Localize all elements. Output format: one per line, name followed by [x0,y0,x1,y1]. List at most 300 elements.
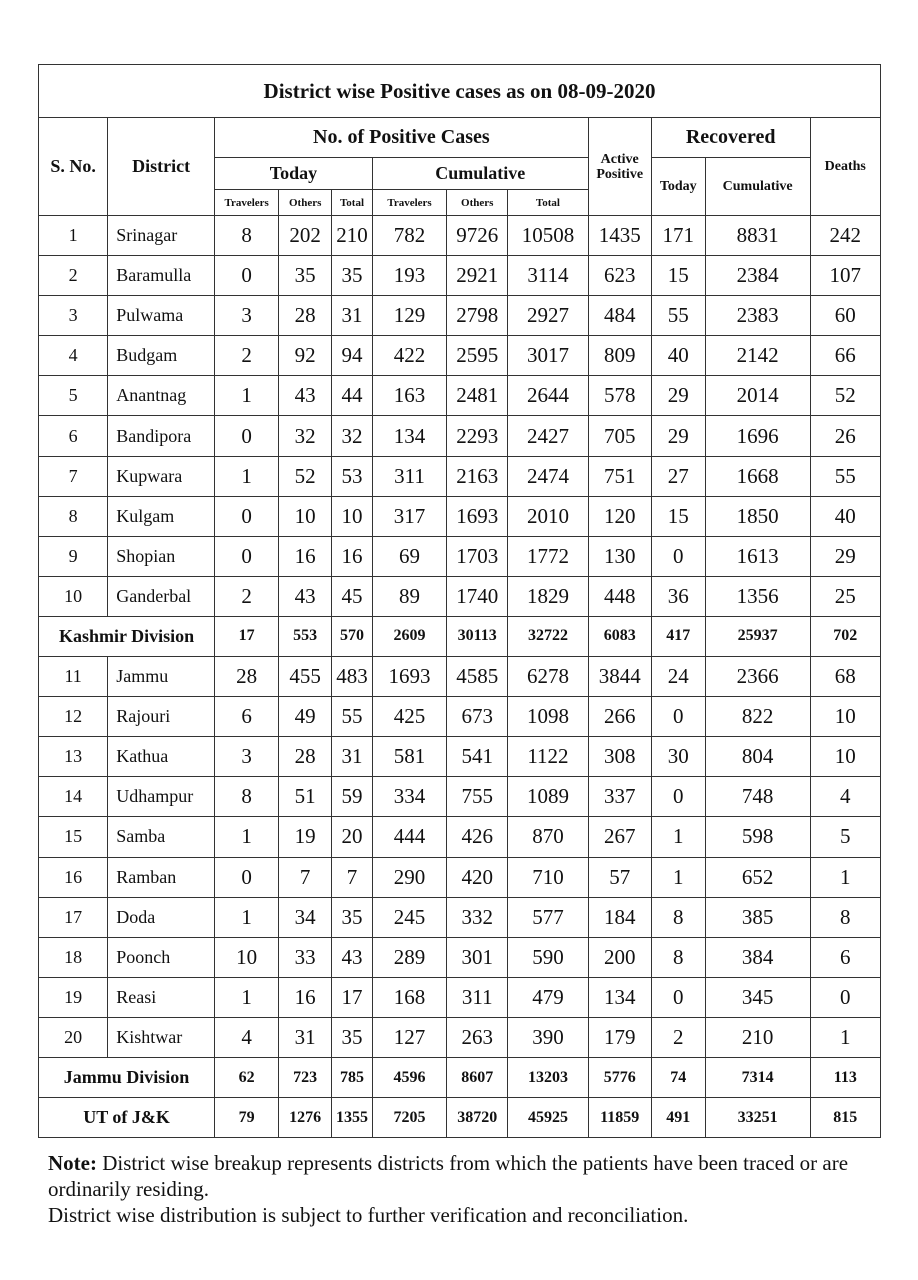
recovered-today-cell: 171 [651,216,705,256]
recovered-cumulative-cell: 385 [705,897,810,937]
recovered-today-cell: 417 [651,616,705,656]
recovered-cumulative-cell: 1613 [705,536,810,576]
table-row [39,496,881,536]
recovered-cumulative-cell: 1696 [705,416,810,456]
deaths-cell: 6 [810,937,880,977]
today-others-cell: 28 [279,296,332,336]
district-name-cell: Srinagar [108,216,215,256]
cumulative-total-cell: 1772 [508,536,588,576]
recovered-today-cell: 0 [651,977,705,1017]
cumulative-travelers-cell: 168 [372,977,446,1017]
cumulative-total-cell: 390 [508,1017,588,1057]
recovered-today-cell: 0 [651,777,705,817]
cumulative-total-cell: 479 [508,977,588,1017]
deaths-cell: 113 [810,1057,880,1097]
today-travelers-cell: 0 [215,857,279,897]
recovered-today-cell: 15 [651,256,705,296]
active-positive-cell: 484 [588,296,651,336]
deaths-cell: 107 [810,256,880,296]
district-name-cell: Ganderbal [108,576,215,616]
header-cumulative: Cumulative [372,158,588,190]
serial-number-cell: 18 [39,937,108,977]
today-total-cell: 94 [332,336,373,376]
today-total-cell: 1355 [332,1098,373,1138]
cumulative-others-cell: 263 [447,1017,508,1057]
today-travelers-cell: 1 [215,376,279,416]
today-others-cell: 32 [279,416,332,456]
footnote-line-1 [48,1150,888,1202]
today-travelers-cell: 8 [215,777,279,817]
cumulative-others-cell: 426 [447,817,508,857]
recovered-cumulative-cell: 345 [705,977,810,1017]
today-total-cell: 483 [332,657,373,697]
table-row [39,536,881,576]
recovered-today-cell: 30 [651,737,705,777]
today-total-cell: 785 [332,1057,373,1097]
deaths-cell: 0 [810,977,880,1017]
serial-number-cell: 10 [39,576,108,616]
today-others-cell: 28 [279,737,332,777]
table-row [39,416,881,456]
cumulative-others-cell: 8607 [447,1057,508,1097]
serial-number-cell: 19 [39,977,108,1017]
header-active-positive: Active Positive [588,118,651,216]
active-positive-cell: 337 [588,777,651,817]
district-name-cell: Shopian [108,536,215,576]
cumulative-travelers-cell: 1693 [372,657,446,697]
recovered-cumulative-cell: 804 [705,737,810,777]
cumulative-total-cell: 10508 [508,216,588,256]
recovered-cumulative-cell: 7314 [705,1057,810,1097]
today-travelers-cell: 1 [215,897,279,937]
serial-number-cell: 14 [39,777,108,817]
recovered-today-cell: 0 [651,697,705,737]
recovered-today-cell: 24 [651,657,705,697]
table-row [39,857,881,897]
deaths-cell: 702 [810,616,880,656]
cumulative-others-cell: 2293 [447,416,508,456]
cumulative-others-cell: 2595 [447,336,508,376]
recovered-today-cell: 36 [651,576,705,616]
today-travelers-cell: 2 [215,576,279,616]
cumulative-total-cell: 710 [508,857,588,897]
today-others-cell: 35 [279,256,332,296]
deaths-cell: 60 [810,296,880,336]
table-row [39,817,881,857]
today-others-cell: 10 [279,496,332,536]
serial-number-cell: 11 [39,657,108,697]
district-name-cell: Samba [108,817,215,857]
active-positive-cell: 266 [588,697,651,737]
today-travelers-cell: 3 [215,296,279,336]
header-row-1 [39,118,881,158]
table-row [39,216,881,256]
recovered-cumulative-cell: 822 [705,697,810,737]
serial-number-cell: 8 [39,496,108,536]
deaths-cell: 25 [810,576,880,616]
table-row [39,897,881,937]
table-row [39,1017,881,1057]
today-total-cell: 31 [332,737,373,777]
cumulative-travelers-cell: 311 [372,456,446,496]
today-total-cell: 16 [332,536,373,576]
cumulative-travelers-cell: 581 [372,737,446,777]
recovered-cumulative-cell: 25937 [705,616,810,656]
today-total-cell: 35 [332,1017,373,1057]
serial-number-cell: 4 [39,336,108,376]
active-positive-cell: 200 [588,937,651,977]
jammu-division-total-row-label: Jammu Division [39,1057,215,1097]
cumulative-travelers-cell: 290 [372,857,446,897]
deaths-cell: 40 [810,496,880,536]
today-total-cell: 44 [332,376,373,416]
recovered-today-cell: 55 [651,296,705,336]
today-total-cell: 35 [332,256,373,296]
recovered-today-cell: 27 [651,456,705,496]
cumulative-total-cell: 6278 [508,657,588,697]
today-others-cell: 16 [279,536,332,576]
header-recovered: Recovered [651,118,810,158]
cumulative-others-cell: 2798 [447,296,508,336]
district-name-cell: Rajouri [108,697,215,737]
recovered-cumulative-cell: 2014 [705,376,810,416]
cumulative-total-cell: 1089 [508,777,588,817]
cumulative-others-cell: 38720 [447,1098,508,1138]
cumulative-total-cell: 2927 [508,296,588,336]
cumulative-travelers-cell: 4596 [372,1057,446,1097]
active-positive-cell: 184 [588,897,651,937]
deaths-cell: 52 [810,376,880,416]
today-travelers-cell: 3 [215,737,279,777]
recovered-today-cell: 74 [651,1057,705,1097]
district-name-cell: Poonch [108,937,215,977]
ut-total-row [39,1098,881,1138]
recovered-cumulative-cell: 748 [705,777,810,817]
recovered-today-cell: 0 [651,536,705,576]
cumulative-total-cell: 3017 [508,336,588,376]
note-text-2: District wise distribution is subject to further verification and reconciliation. [48,1203,689,1227]
header-today: Today [215,158,373,190]
cumulative-total-cell: 32722 [508,616,588,656]
active-positive-cell: 134 [588,977,651,1017]
deaths-cell: 55 [810,456,880,496]
serial-number-cell: 17 [39,897,108,937]
today-others-cell: 16 [279,977,332,1017]
recovered-cumulative-cell: 8831 [705,216,810,256]
cumulative-travelers-cell: 89 [372,576,446,616]
cumulative-total-cell: 2644 [508,376,588,416]
today-travelers-cell: 10 [215,937,279,977]
today-travelers-cell: 0 [215,256,279,296]
cumulative-total-cell: 1829 [508,576,588,616]
today-others-cell: 34 [279,897,332,937]
cumulative-total-cell: 2474 [508,456,588,496]
recovered-cumulative-cell: 210 [705,1017,810,1057]
deaths-cell: 242 [810,216,880,256]
cumulative-total-cell: 13203 [508,1057,588,1097]
active-positive-cell: 578 [588,376,651,416]
deaths-cell: 5 [810,817,880,857]
cumulative-others-cell: 541 [447,737,508,777]
district-name-cell: Reasi [108,977,215,1017]
today-travelers-cell: 1 [215,977,279,1017]
title-row [39,65,881,118]
deaths-cell: 1 [810,857,880,897]
serial-number-cell: 12 [39,697,108,737]
recovered-cumulative-cell: 652 [705,857,810,897]
ut-total-row-label: UT of J&K [39,1098,215,1138]
cumulative-others-cell: 2163 [447,456,508,496]
recovered-today-cell: 29 [651,416,705,456]
deaths-cell: 10 [810,697,880,737]
district-name-cell: Ramban [108,857,215,897]
serial-number-cell: 20 [39,1017,108,1057]
today-travelers-cell: 0 [215,416,279,456]
cumulative-others-cell: 755 [447,777,508,817]
cumulative-total-cell: 870 [508,817,588,857]
today-total-cell: 45 [332,576,373,616]
deaths-cell: 8 [810,897,880,937]
today-travelers-cell: 4 [215,1017,279,1057]
recovered-cumulative-cell: 1668 [705,456,810,496]
footnote [48,1150,888,1228]
recovered-cumulative-cell: 2142 [705,336,810,376]
cumulative-others-cell: 2481 [447,376,508,416]
cumulative-others-cell: 1740 [447,576,508,616]
active-positive-cell: 705 [588,416,651,456]
deaths-cell: 26 [810,416,880,456]
cumulative-others-cell: 1693 [447,496,508,536]
table-row [39,376,881,416]
serial-number-cell: 13 [39,737,108,777]
today-travelers-cell: 62 [215,1057,279,1097]
cumulative-others-cell: 2921 [447,256,508,296]
header-today-travelers: Travelers [215,190,279,216]
today-others-cell: 51 [279,777,332,817]
recovered-cumulative-cell: 2384 [705,256,810,296]
cumulative-travelers-cell: 334 [372,777,446,817]
cumulative-travelers-cell: 2609 [372,616,446,656]
table-row [39,657,881,697]
active-positive-cell: 6083 [588,616,651,656]
header-today-total: Total [332,190,373,216]
table-row [39,937,881,977]
recovered-cumulative-cell: 598 [705,817,810,857]
recovered-cumulative-cell: 1356 [705,576,810,616]
today-travelers-cell: 1 [215,456,279,496]
cumulative-travelers-cell: 129 [372,296,446,336]
header-sno: S. No. [39,118,108,216]
active-positive-cell: 308 [588,737,651,777]
cumulative-total-cell: 1122 [508,737,588,777]
today-others-cell: 52 [279,456,332,496]
cumulative-travelers-cell: 127 [372,1017,446,1057]
cumulative-others-cell: 9726 [447,216,508,256]
active-positive-cell: 120 [588,496,651,536]
deaths-cell: 68 [810,657,880,697]
today-others-cell: 19 [279,817,332,857]
table-row [39,336,881,376]
today-travelers-cell: 28 [215,657,279,697]
today-others-cell: 43 [279,376,332,416]
today-total-cell: 32 [332,416,373,456]
district-name-cell: Jammu [108,657,215,697]
district-name-cell: Kupwara [108,456,215,496]
cumulative-travelers-cell: 317 [372,496,446,536]
serial-number-cell: 1 [39,216,108,256]
recovered-today-cell: 491 [651,1098,705,1138]
recovered-cumulative-cell: 2383 [705,296,810,336]
cumulative-others-cell: 332 [447,897,508,937]
today-travelers-cell: 17 [215,616,279,656]
active-positive-cell: 448 [588,576,651,616]
cumulative-travelers-cell: 134 [372,416,446,456]
cumulative-total-cell: 577 [508,897,588,937]
serial-number-cell: 2 [39,256,108,296]
active-positive-cell: 3844 [588,657,651,697]
today-total-cell: 59 [332,777,373,817]
header-recovered-today: Today [651,158,705,216]
serial-number-cell: 15 [39,817,108,857]
deaths-cell: 66 [810,336,880,376]
district-name-cell: Kulgam [108,496,215,536]
cumulative-travelers-cell: 69 [372,536,446,576]
cumulative-others-cell: 673 [447,697,508,737]
serial-number-cell: 5 [39,376,108,416]
cumulative-others-cell: 4585 [447,657,508,697]
cumulative-travelers-cell: 425 [372,697,446,737]
district-name-cell: Pulwama [108,296,215,336]
kashmir-division-total-row [39,616,881,656]
recovered-today-cell: 15 [651,496,705,536]
today-total-cell: 10 [332,496,373,536]
cumulative-others-cell: 420 [447,857,508,897]
cumulative-total-cell: 2010 [508,496,588,536]
deaths-cell: 815 [810,1098,880,1138]
cumulative-total-cell: 1098 [508,697,588,737]
table-row [39,697,881,737]
table-title: District wise Positive cases as on 08-09-2020 [39,65,881,118]
serial-number-cell: 7 [39,456,108,496]
recovered-cumulative-cell: 1850 [705,496,810,536]
table-row [39,777,881,817]
active-positive-cell: 1435 [588,216,651,256]
recovered-today-cell: 40 [651,336,705,376]
today-others-cell: 33 [279,937,332,977]
header-recovered-cumulative: Cumulative [705,158,810,216]
table-row [39,977,881,1017]
today-others-cell: 553 [279,616,332,656]
today-travelers-cell: 8 [215,216,279,256]
cumulative-travelers-cell: 444 [372,817,446,857]
today-others-cell: 723 [279,1057,332,1097]
today-others-cell: 49 [279,697,332,737]
cases-table [38,64,881,1138]
header-cumulative-total: Total [508,190,588,216]
cumulative-travelers-cell: 422 [372,336,446,376]
today-travelers-cell: 6 [215,697,279,737]
today-travelers-cell: 1 [215,817,279,857]
active-positive-cell: 809 [588,336,651,376]
district-name-cell: Kishtwar [108,1017,215,1057]
active-positive-cell: 57 [588,857,651,897]
cumulative-travelers-cell: 245 [372,897,446,937]
today-others-cell: 7 [279,857,332,897]
today-others-cell: 31 [279,1017,332,1057]
today-travelers-cell: 79 [215,1098,279,1138]
cumulative-travelers-cell: 289 [372,937,446,977]
table-row [39,576,881,616]
district-name-cell: Doda [108,897,215,937]
recovered-cumulative-cell: 384 [705,937,810,977]
today-others-cell: 43 [279,576,332,616]
cumulative-total-cell: 3114 [508,256,588,296]
jammu-division-total-row [39,1057,881,1097]
today-others-cell: 92 [279,336,332,376]
today-travelers-cell: 0 [215,536,279,576]
today-others-cell: 455 [279,657,332,697]
today-travelers-cell: 0 [215,496,279,536]
recovered-cumulative-cell: 2366 [705,657,810,697]
district-name-cell: Bandipora [108,416,215,456]
active-positive-cell: 267 [588,817,651,857]
active-positive-cell: 5776 [588,1057,651,1097]
serial-number-cell: 16 [39,857,108,897]
today-total-cell: 31 [332,296,373,336]
recovered-today-cell: 1 [651,817,705,857]
cumulative-total-cell: 45925 [508,1098,588,1138]
deaths-cell: 29 [810,536,880,576]
today-total-cell: 17 [332,977,373,1017]
today-travelers-cell: 2 [215,336,279,376]
deaths-cell: 1 [810,1017,880,1057]
note-text-1: District wise breakup represents districts from which the patients have been traced or are ordinarily residing. [48,1151,849,1201]
cumulative-others-cell: 301 [447,937,508,977]
header-district: District [108,118,215,216]
district-name-cell: Budgam [108,336,215,376]
cumulative-others-cell: 1703 [447,536,508,576]
serial-number-cell: 3 [39,296,108,336]
active-positive-cell: 179 [588,1017,651,1057]
table-row [39,456,881,496]
kashmir-division-total-row-label: Kashmir Division [39,616,215,656]
today-others-cell: 1276 [279,1098,332,1138]
today-total-cell: 570 [332,616,373,656]
today-total-cell: 43 [332,937,373,977]
recovered-today-cell: 1 [651,857,705,897]
note-label: Note: [48,1151,97,1175]
active-positive-cell: 751 [588,456,651,496]
today-total-cell: 53 [332,456,373,496]
today-total-cell: 55 [332,697,373,737]
cumulative-others-cell: 30113 [447,616,508,656]
active-positive-cell: 623 [588,256,651,296]
cumulative-travelers-cell: 163 [372,376,446,416]
header-cumulative-others: Others [447,190,508,216]
district-name-cell: Kathua [108,737,215,777]
deaths-cell: 10 [810,737,880,777]
recovered-today-cell: 8 [651,897,705,937]
table-row [39,737,881,777]
recovered-today-cell: 2 [651,1017,705,1057]
today-total-cell: 7 [332,857,373,897]
recovered-today-cell: 8 [651,937,705,977]
recovered-today-cell: 29 [651,376,705,416]
cumulative-travelers-cell: 7205 [372,1098,446,1138]
active-positive-cell: 11859 [588,1098,651,1138]
header-positive-cases: No. of Positive Cases [215,118,589,158]
header-deaths: Deaths [810,118,880,216]
